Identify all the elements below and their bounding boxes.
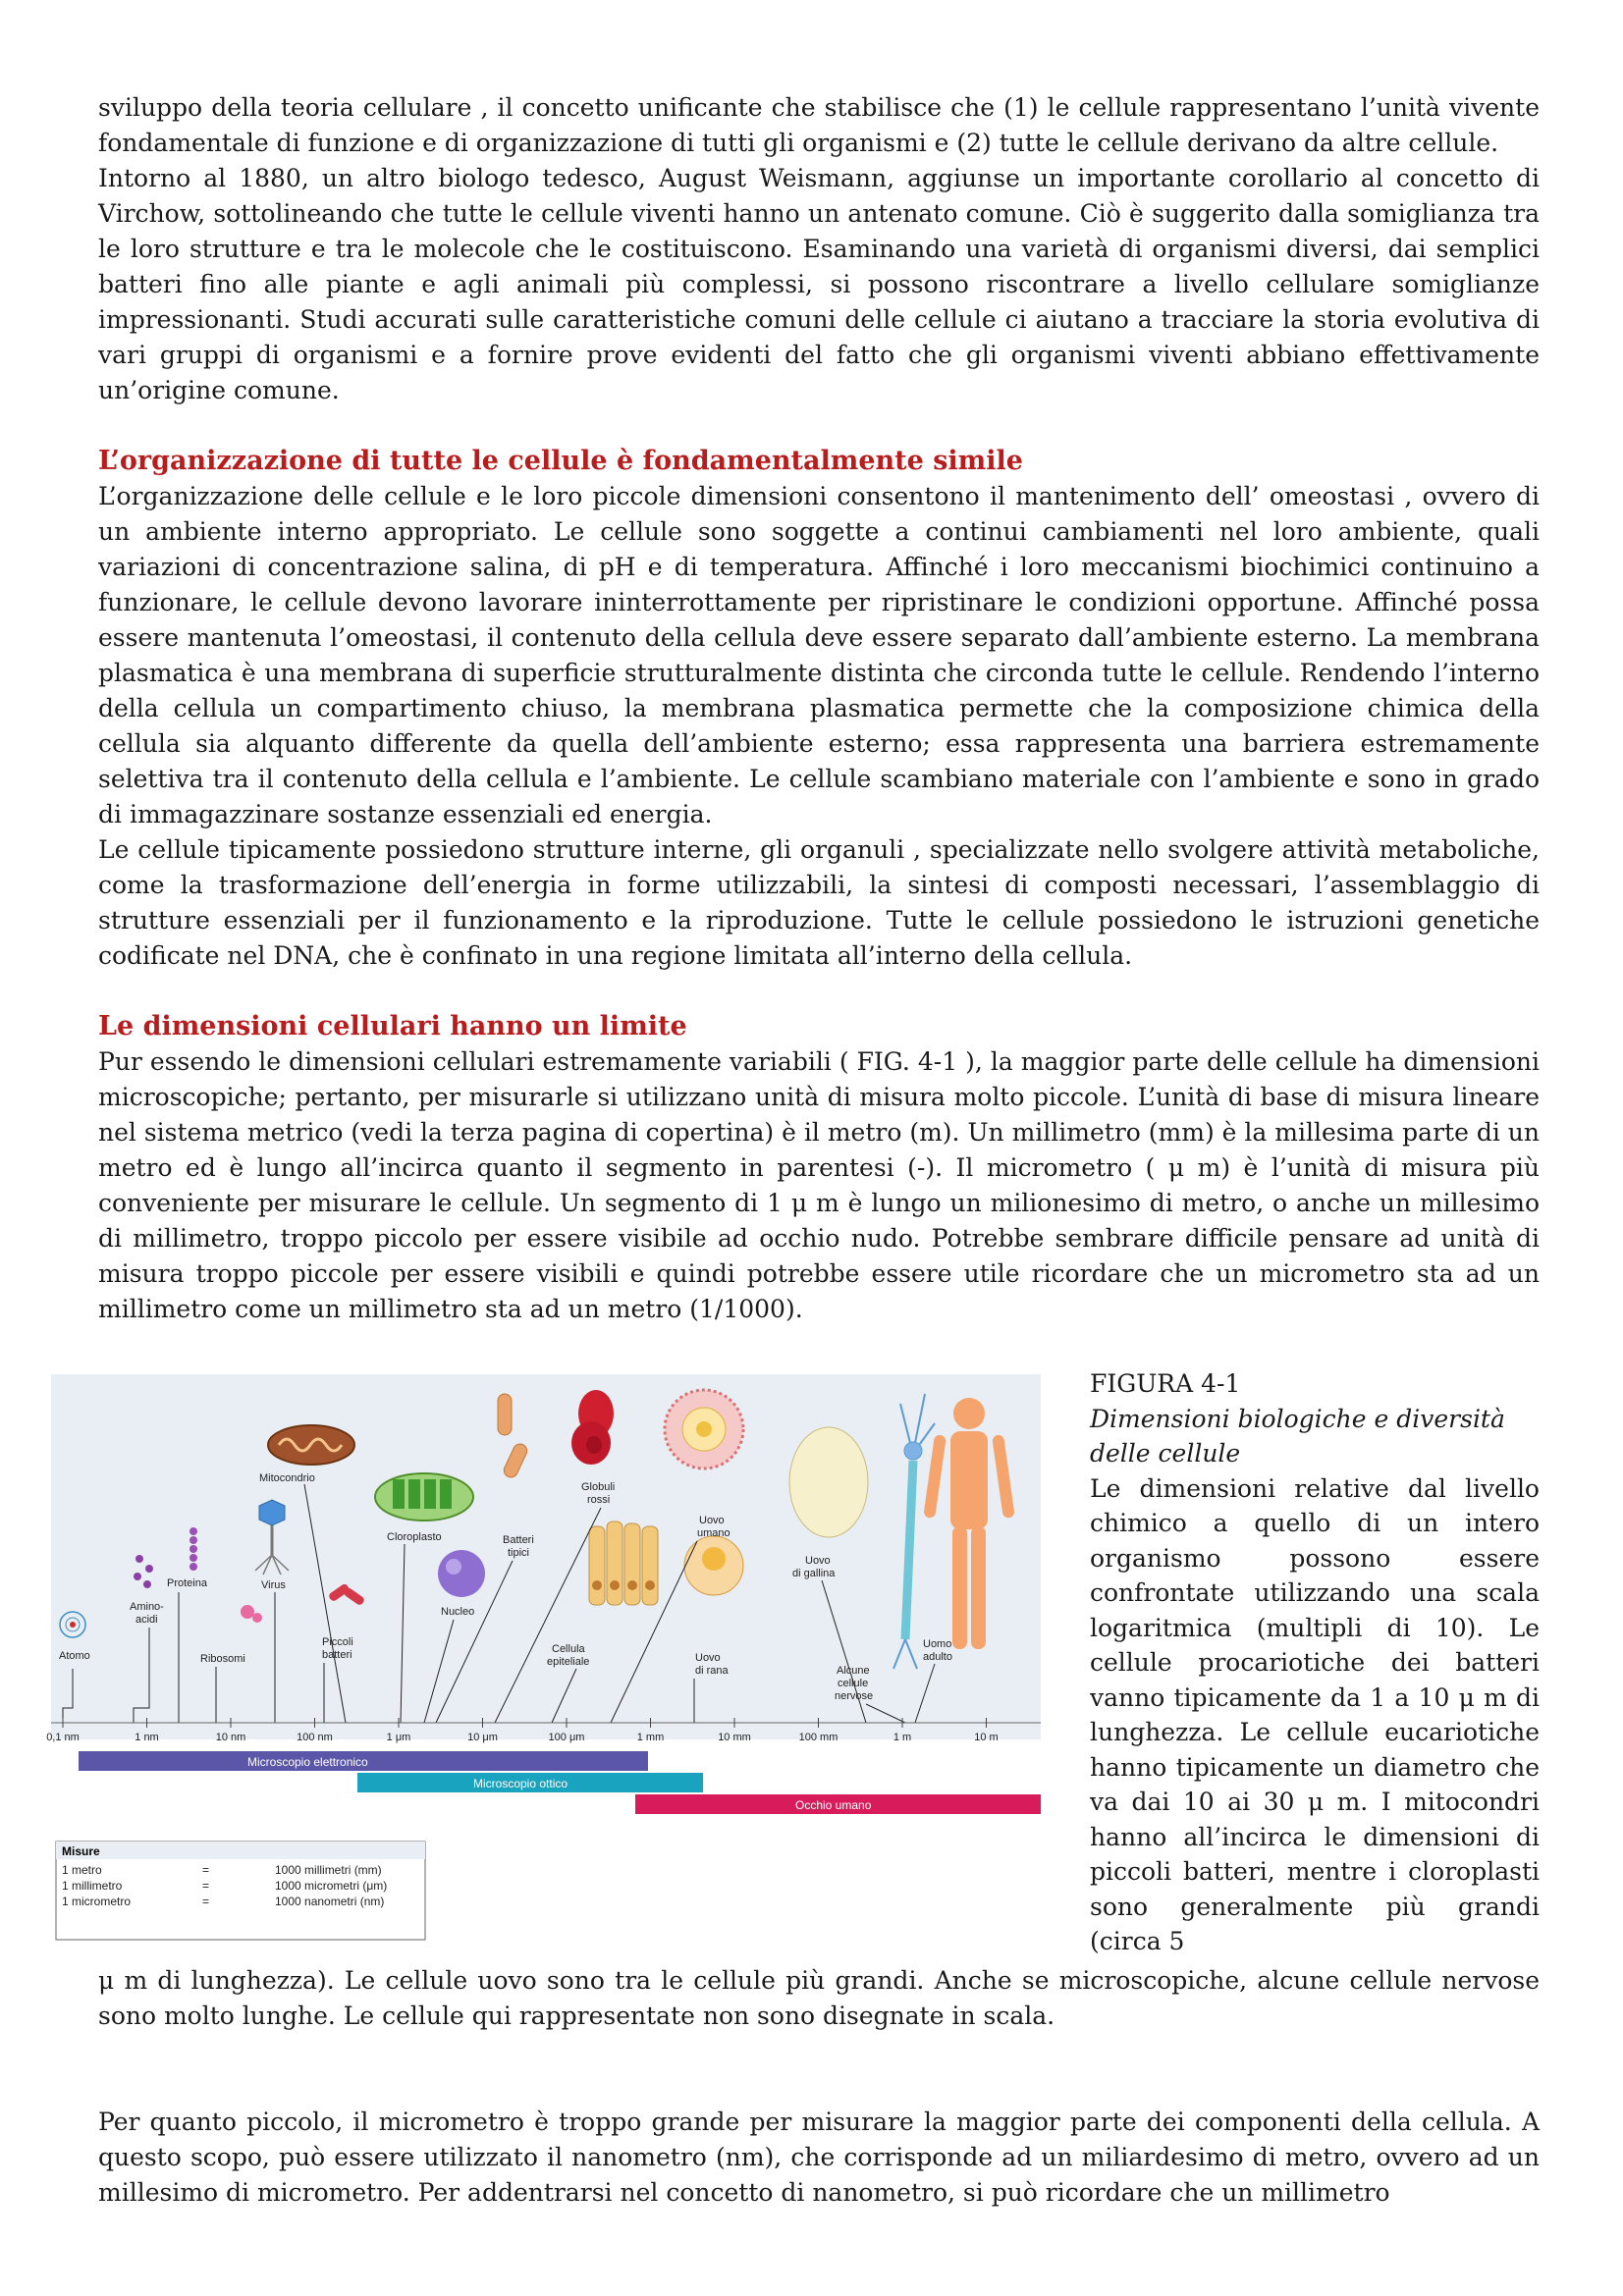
scale-tick-label: 1 mm: [636, 1732, 665, 1743]
label-epiteliale-1: Cellula: [552, 1643, 585, 1655]
measure-unit-1: 1 metro: [62, 1863, 102, 1877]
label-uovo-gallina-2: di gallina: [792, 1568, 836, 1579]
frog-egg-icon: [684, 1536, 743, 1595]
label-globuli-1: Globuli: [581, 1481, 616, 1493]
label-epiteliale-2: epiteliale: [547, 1656, 590, 1668]
measure-value-3: 1000 nanometri (nm): [275, 1895, 385, 1908]
label-nervose-1: Alcune: [837, 1665, 870, 1677]
caption-title: FIGURA 4-1: [1090, 1369, 1241, 1398]
section2-paragraph: Pur essendo le dimensioni cellulari estremamente variabili ( FIG. 4-1 ), la maggior parte delle cellule ha dimensioni microscopiche; pertanto, per misurarle si utilizzano unità di misura molto piccole. L’unità di base di misura lineare nel sistema metrico (vedi la terza pagina di copertina) è il metro (m). Un millimetro (mm) è la millesima parte di un metro ed è lungo all’incirca quanto il segmento in parentesi (-). Il micrometro ( μ m) è l’unità di misura più conveniente per misurare le cellule. Un segmento di 1 μ m è lungo un milionesimo di metro, o anche un millesimo di millimetro, troppo piccolo per essere visibile ad occhio nudo. Potrebbe sembrare difficile pensare ad unità di misura troppo piccole per essere visibili e quindi potrebbe essere utile ricordare che un micrometro sta ad un millimetro come un millimetro sta ad un metro (1/1000).: [98, 1047, 1540, 1323]
label-uovo-rana-2: di rana: [695, 1665, 729, 1677]
scale-tick-label: 1 m: [893, 1732, 912, 1743]
scale-tick-label: 10 nm: [215, 1732, 246, 1743]
section1-paragraph-2: Le cellule tipicamente possiedono strutture interne, gli organuli , specializzate nello svolgere attività metaboliche, come la trasformazione dell’energia in forme utilizzabili, la sintesi di composti necessari, l’assemblaggio di strutture essenziali per il funzionamento e la riproduzione. Tutte le cellule possiedono le istruzioni genetiche codificate nel DNA, che è confinato in una regione limitata all’interno della cellula.: [98, 835, 1540, 970]
label-cloroplasto: Cloroplasto: [387, 1531, 442, 1543]
label-uomo-1: Uomo: [923, 1638, 952, 1650]
protein-icon: [189, 1527, 197, 1571]
scale-tick-label: 1 nm: [135, 1732, 159, 1743]
section-heading-organization: L’organizzazione di tutte le cellule è fondamentalmente simile: [98, 446, 1023, 476]
closing-paragraph: Per quanto piccolo, il micrometro è troppo grande per misurare la maggior parte dei componenti della cellula. A questo scopo, può essere utilizzato il nanometro (nm), che corrisponde ad un miliardesimo di metro, ovvero ad un millesimo di micrometro. Per addentrarsi nel concetto di nanometro, si può ricordare che un millimetro: [98, 2108, 1540, 2207]
label-nucleo: Nucleo: [441, 1606, 475, 1618]
label-virus: Virus: [261, 1579, 286, 1591]
intro-paragraph-1: sviluppo della teoria cellulare , il concetto unificante che stabilisce che (1) le cellule rappresentano l’unità vivente fondamentale di funzione e di organizzazione di tutti gli organismi e (2) tutte le cellule derivano da altre cellule.: [98, 93, 1540, 157]
measure-unit-3: 1 micrometro: [62, 1895, 132, 1908]
bar-optical-label: Microscopio ottico: [473, 1777, 568, 1790]
measure-value-2: 1000 micrometri (μm): [275, 1879, 388, 1893]
human-egg-icon: [665, 1390, 743, 1468]
caption-body: Le dimensioni relative dal livello chimico a quello di un intero organismo possono essere confrontate utilizzando una scala logaritmica (multipli di 10). Le cellule procariotiche dei batteri vanno tipicamente da 1 a 10 μ m di lunghezza. Le cellule eucariotiche hanno tipicamente un diametro che va dai 10 ai 30 μ m. I mitocondri hanno all’incirca le dimensioni di piccoli batteri, mentre i cloroplasti sono generalmente più grandi (circa 5: [1090, 1473, 1540, 1955]
label-mitocondrio: Mitocondrio: [259, 1472, 315, 1484]
scale-tick-label: 10 m: [974, 1732, 999, 1743]
scale-tick-label: 10 mm: [718, 1732, 751, 1743]
nucleus-icon: [438, 1550, 485, 1597]
chicken-egg-icon: [789, 1427, 868, 1537]
measure-eq-3: =: [202, 1895, 210, 1908]
document-page: [46, 90, 1540, 2211]
scale-tick-label: 100 μm: [548, 1732, 585, 1743]
section1-paragraph-1: L’organizzazione delle cellule e le loro piccole dimensioni consentono il mantenimento dell’ omeostasi , ovvero di un ambiente interno appropriato. Le cellule sono soggette a continui cambiamenti nel loro ambiente, quali variazioni di concentrazione salina, di pH e di temperatura. Affinché i loro meccanismi biochimici continuino a funzionare, le cellule devono lavorare ininterrottamente per ripristinare le condizioni opportune. Affinché possa essere mantenuta l’omeostasi, il contenuto della cellula deve essere separato dall’ambiente esterno. La membrana plasmatica è una membrana di superficie strutturalmente distinta che circonda tutte le cellule. Rendendo l’interno della cellula un compartimento chiuso, la membrana plasmatica permette che la composizione chimica della cellula sia alquanto differente da quella dell’ambiente esterno; essa rappresenta una barriera estremamente selettiva tra il contenuto della cellula e l’ambiente. Le cellule scambiano materiale con l’ambiente e sono in grado di immagazzinare sostanze essenziali ed energia.: [98, 482, 1540, 828]
scale-tick-label: 1 μm: [386, 1732, 411, 1743]
label-uovo-umano-1: Uovo: [699, 1515, 725, 1526]
label-uovo-umano-2: umano: [697, 1527, 730, 1539]
label-batteri-2: tipici: [508, 1547, 530, 1559]
measures-title: Misure: [62, 1844, 100, 1858]
label-uovo-rana-1: Uovo: [695, 1652, 721, 1664]
label-amino-1: Amino-: [130, 1601, 164, 1613]
mitochondrion-icon: [268, 1425, 354, 1465]
scale-tick-label: 10 μm: [467, 1732, 498, 1743]
measure-eq-2: =: [202, 1879, 210, 1893]
label-uomo-2: adulto: [923, 1651, 952, 1663]
label-proteina: Proteina: [167, 1577, 207, 1589]
figure-panel: [51, 1374, 1041, 1739]
figure-caption: [1090, 1366, 1540, 1959]
chloroplast-icon: [375, 1473, 473, 1521]
bar-eye-label: Occhio umano: [795, 1798, 872, 1812]
bar-electron-label: Microscopio elettronico: [247, 1755, 368, 1769]
label-batteri-1: Batteri: [503, 1534, 534, 1546]
intro-paragraph-2: Intorno al 1880, un altro biologo tedesco, August Weismann, aggiunse un importante corollario al concetto di Virchow, sottolineando che tutte le cellule viventi hanno un antenato comune. Ciò è suggerito dalla somiglianza tra le loro strutture e tra le molecole che le costituiscono. Esaminando una varietà di organismi diversi, dai semplici batteri fino alle piante e agli animali più complessi, si possono riscontrare a livello cellulare somiglianze impressionanti. Studi accurati sulle caratteristiche comuni delle cellule ci aiutano a tracciare la storia evolutiva di vari gruppi di organismi e a fornire prove evidenti del fatto che gli organismi viventi abbiano effettivamente un’origine comune.: [98, 164, 1540, 404]
label-uovo-gallina-1: Uovo: [805, 1555, 831, 1567]
label-globuli-2: rossi: [587, 1494, 611, 1506]
scale-tick-label: 0,1 nm: [46, 1732, 80, 1743]
label-nervose-2: cellule: [838, 1678, 869, 1689]
caption-continuation: μ m di lunghezza). Le cellule uovo sono tra le cellule più grandi. Anche se microscopiche, alcune cellule nervose sono molto lunghe. Le cellule qui rappresentate non sono disegnate in scala.: [98, 1966, 1540, 2030]
label-atomo: Atomo: [59, 1650, 90, 1662]
section-heading-dimensions: Le dimensioni cellulari hanno un limite: [98, 1011, 687, 1041]
measure-unit-2: 1 millimetro: [62, 1879, 123, 1893]
measure-eq-1: =: [202, 1863, 210, 1877]
label-piccoli-1: Piccoli: [322, 1636, 353, 1648]
label-piccoli-2: batteri: [322, 1649, 352, 1661]
measure-value-1: 1000 millimetri (mm): [275, 1863, 382, 1877]
figure-row: [46, 1366, 1540, 1963]
label-amino-2: acidi: [135, 1614, 158, 1626]
scale-tick-label: 100 mm: [798, 1732, 839, 1743]
figure-cell-sizes: [46, 1374, 1041, 1963]
scale-tick-label: 100 nm: [297, 1732, 333, 1743]
caption-subtitle: Dimensioni biologiche e diversità delle cellule: [1090, 1404, 1505, 1468]
label-ribosomi: Ribosomi: [200, 1653, 245, 1665]
label-nervose-3: nervose: [835, 1690, 874, 1702]
